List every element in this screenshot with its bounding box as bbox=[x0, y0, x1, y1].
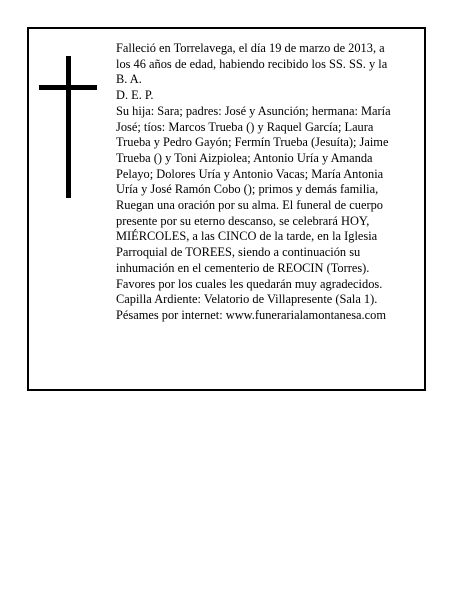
notice-line: Falleció en Torrelavega, el día 19 de marzo de 2013, a bbox=[116, 41, 385, 55]
notice-line: D. E. P. bbox=[116, 88, 154, 103]
obituary-notice bbox=[27, 27, 426, 391]
notice-line: Favores por los cuales les quedarán muy agradecidos. bbox=[116, 276, 383, 291]
cross-horizontal-bar bbox=[39, 85, 97, 90]
notice-line: Trueba y Pedro Gayón; Fermín Trueba (Jesuíta); Jaime bbox=[116, 135, 389, 150]
notice-line: Capilla Ardiente: Velatorio de Villapresente (Sala 1). bbox=[116, 292, 378, 307]
notice-line: Ruegan una oración por su alma. El funeral de cuerpo bbox=[116, 198, 383, 213]
cross-vertical-bar bbox=[66, 56, 71, 198]
notice-line: inhumación en el cementerio de REOCIN (Torres). bbox=[116, 260, 370, 275]
notice-line: Uría y José Ramón Cobo (); primos y demás familia, bbox=[116, 182, 379, 197]
notice-line: Pelayo; Dolores Uría y Antonio Vacas; María Antonia bbox=[116, 166, 384, 181]
notice-line: Pésames por internet: www.funerarialamontanesa.com bbox=[116, 307, 386, 322]
notice-text bbox=[116, 41, 421, 324]
notice-line: B. A. bbox=[116, 72, 142, 87]
notice-line: Su hija: Sara; padres: José y Asunción; hermana: María bbox=[116, 103, 391, 118]
notice-line: José; tíos: Marcos Trueba () y Raquel García; Laura bbox=[116, 119, 374, 134]
notice-line: Parroquial de TOREES, siendo a continuación su bbox=[116, 245, 361, 260]
notice-line: Trueba () y Toni Aizpiolea; Antonio Uría y Amanda bbox=[116, 150, 373, 165]
notice-line: MIÉRCOLES, a las CINCO de la tarde, en la Iglesia bbox=[116, 229, 378, 244]
notice-line: los 46 años de edad, habiendo recibido los SS. SS. y la bbox=[116, 56, 388, 71]
notice-line: presente por su eterno descanso, se celebrará HOY, bbox=[116, 213, 370, 228]
cross-icon bbox=[39, 56, 97, 198]
